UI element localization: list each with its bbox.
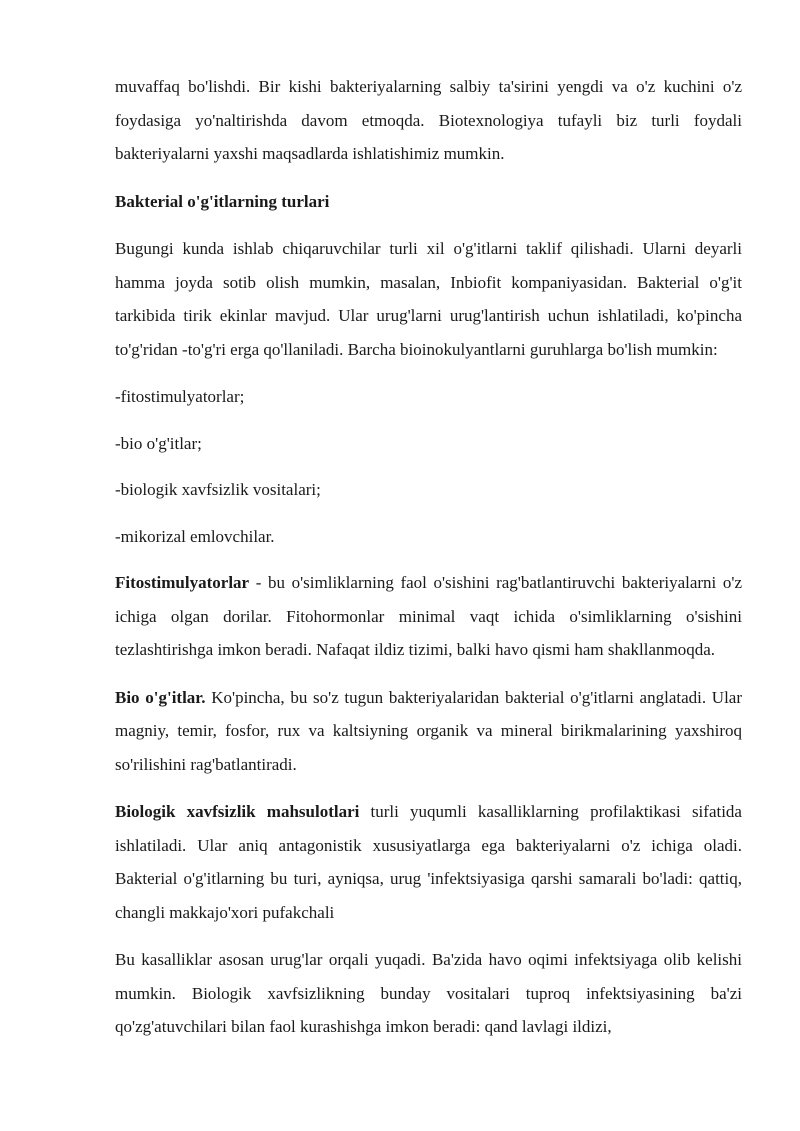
intro-paragraph: muvaffaq bo'lishdi. Bir kishi bakteriyalarning salbiy ta'sirini yengdi va o'z kuchini o'z foydasiga yo'naltirishda davom etmoqda. Biotexnologiya tufayli biz turli foydali bakteriyalarni yaxshi maqsadlarda ishlatishimiz mumkin. [115, 77, 742, 163]
types-list [115, 380, 742, 553]
list-item: -mikorizal emlovchilar. [115, 526, 275, 546]
phytostimulators-term: Fitostimulyatorlar [115, 573, 250, 592]
phytostimulators-paragraph [115, 566, 742, 667]
biosafety-text: turli yuqumli kasalliklarning profilaktikasi sifatida ishlatiladi. Ular aniq antagonistik xususiyatlarga ega bakteriyalarni o'z ichiga oladi. Bakterial o'g'itlarning bu turi, ayniqsa, urug 'infektsiyasiga qarshi samarali bo'ladi: qattiq, changli makkajo'xori pufakchali [115, 802, 742, 922]
list-item: -biologik xavfsizlik vositalari; [115, 480, 321, 499]
types-paragraph: Bugungi kunda ishlab chiqaruvchilar turli xil o'g'itlarni taklif qilishadi. Ularni deyarli hamma joyda sotib olish mumkin, masalan, Inbiofit kompaniyasidan. Bakterial o'g'it tarkibida tirik ekinlar mavjud. Ular urug'larni urug'lantirish uchun ishlatiladi, ko'pincha to'g'ridan -to'g'ri erga qo'llaniladi. Barcha bioinokulyantlarni guruhlarga bo'lish mumkin: [115, 239, 742, 359]
list-item: -bio o'g'itlar; [115, 433, 202, 453]
document-page [115, 70, 742, 1058]
biofertilizers-paragraph [115, 681, 742, 782]
section-heading: Bakterial o'g'itlarning turlari [115, 191, 330, 211]
phytostimulators-text: - bu o'simliklarning faol o'sishini rag'batlantiruvchi bakteriyalarni o'z ichiga olgan dorilar. Fitohormonlar minimal vaqt ichida o'simliklarning o'sishini tezlashtirishga imkon beradi. Nafaqat ildiz tizimi, balki havo qismi ham shakllanmoqda. [115, 573, 742, 659]
biosafety-term: Biologik xavfsizlik mahsulotlari [115, 802, 360, 821]
biofertilizers-text: Ko'pincha, bu so'z tugun bakteriyalaridan bakterial o'g'itlarni anglatadi. Ular magniy, temir, fosfor, rux va kaltsiyning organik va mineral birikmalarining yaxshiroq so'rilishini rag'batlantiradi. [115, 687, 742, 774]
list-item: -fitostimulyatorlar; [115, 387, 245, 406]
diseases-paragraph: Bu kasalliklar asosan urug'lar orqali yuqadi. Ba'zida havo oqimi infektsiyaga olib kelishi mumkin. Biologik xavfsizlikning bunday vositalari tuproq infektsiyasining ba'zi qo'zg'atuvchilari bilan faol kurashishga imkon beradi: qand lavlagi ildizi, [115, 950, 742, 1036]
biofertilizers-term: Bio o'g'itlar. [115, 687, 206, 707]
biosafety-paragraph [115, 795, 742, 929]
